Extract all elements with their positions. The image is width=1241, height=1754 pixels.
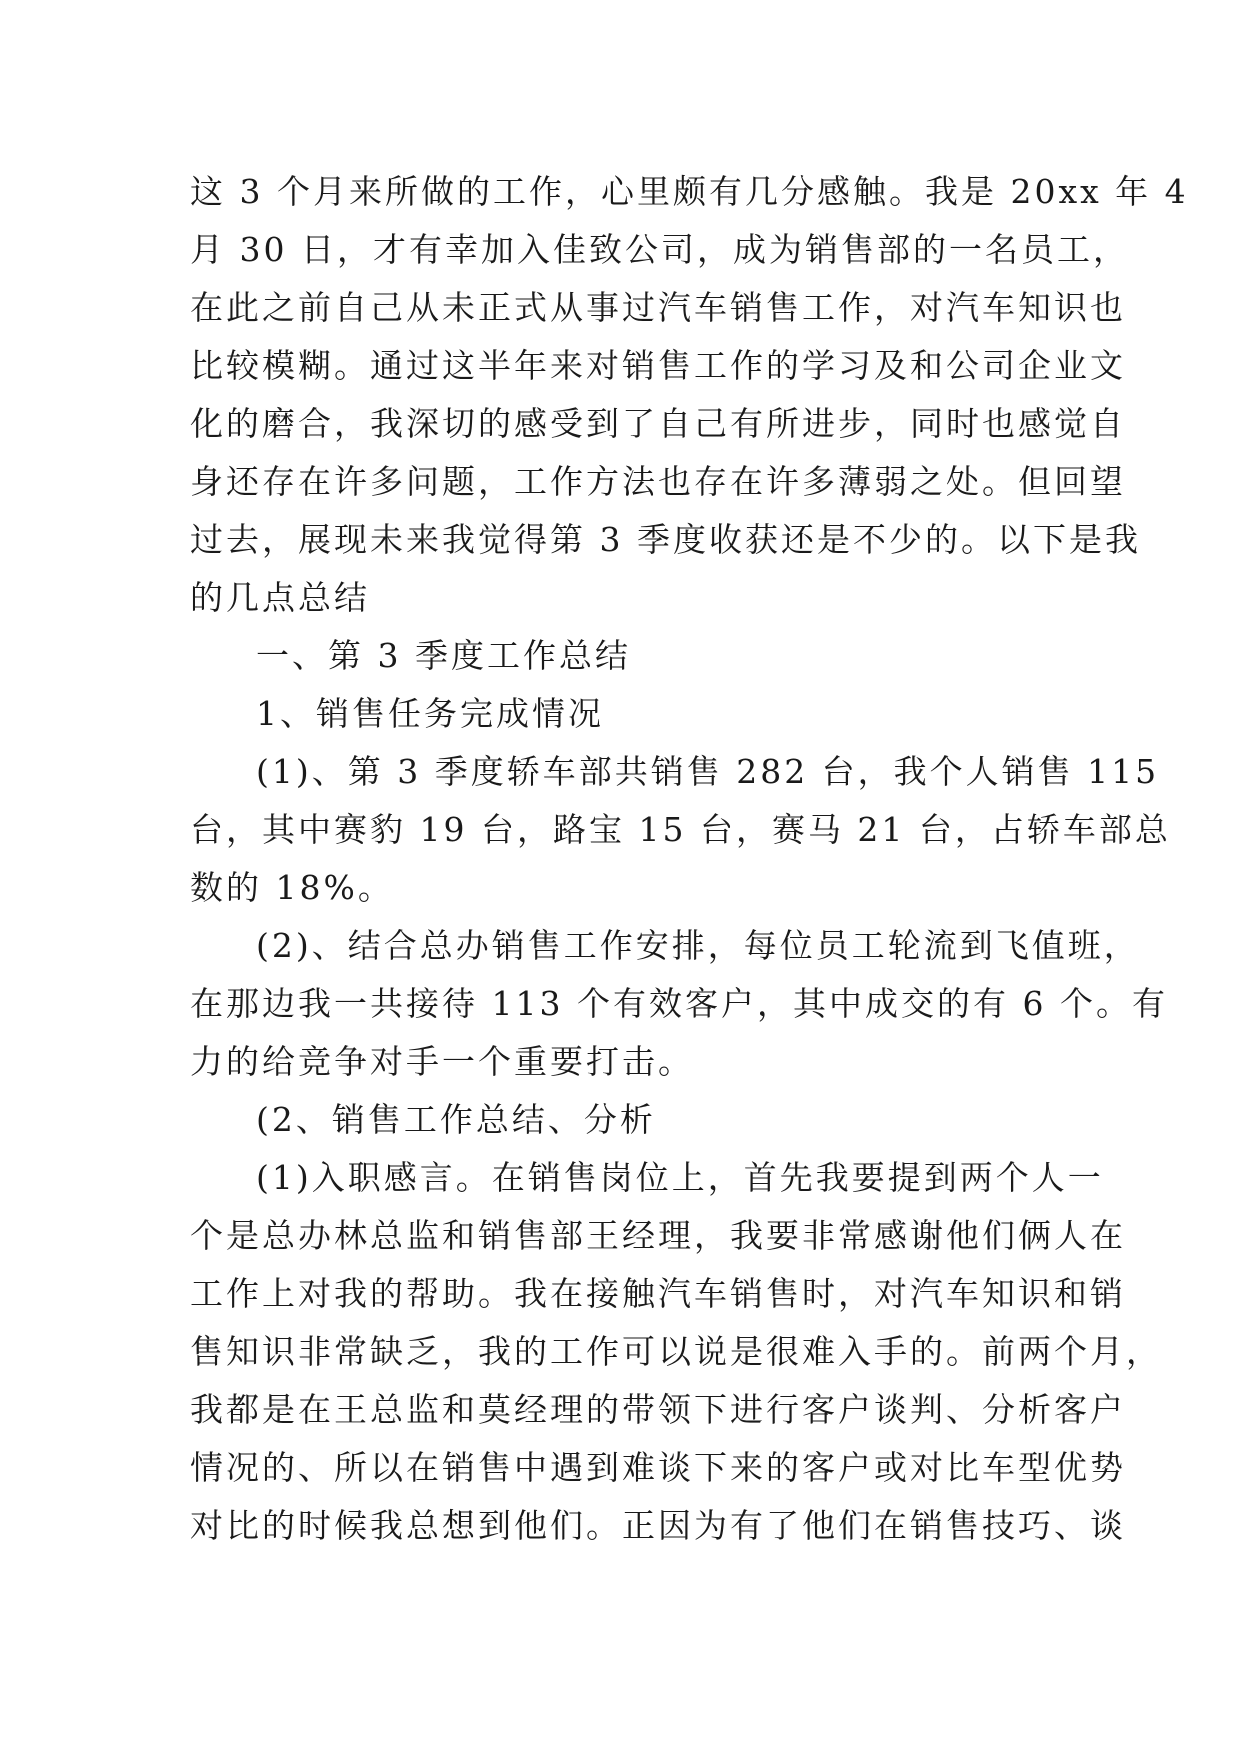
text-line: 一、第 3 季度工作总结 [256,636,631,675]
text-line: 比较模糊。通过这半年来对销售工作的学习及和公司企业文 [190,346,1126,385]
text-line: 情况的、所以在销售中遇到难谈下来的客户或对比车型优势 [190,1448,1126,1487]
text-line: 力的给竞争对手一个重要打击。 [190,1042,694,1081]
text-line: 我都是在王总监和莫经理的带领下进行客户谈判、分析客户 [190,1390,1126,1429]
text-line: 个是总办林总监和销售部王经理，我要非常感谢他们俩人在 [190,1216,1126,1255]
document-body [190,163,1189,1555]
text-line: (2)、结合总办销售工作安排，每位员工轮流到飞值班， [256,926,1140,965]
text-line: 售知识非常缺乏，我的工作可以说是很难入手的。前两个月， [190,1332,1162,1371]
text-line: 工作上对我的帮助。我在接触汽车销售时，对汽车知识和销 [190,1274,1126,1313]
text-line: 1、销售任务完成情况 [256,694,604,733]
text-line: 月 30 日，才有幸加入佳致公司，成为销售部的一名员工， [190,230,1129,269]
text-line: 台，其中赛豹 19 台，路宝 15 台，赛马 21 台，占轿车部总 [190,810,1171,849]
text-line: 这 3 个月来所做的工作，心里颇有几分感触。我是 20xx 年 4 [190,172,1189,211]
text-line: 数的 18%。 [190,868,394,907]
text-line: 过去，展现未来我觉得第 3 季度收获还是不少的。以下是我 [190,520,1141,559]
text-line: (1)入职感言。在销售岗位上，首先我要提到两个人一 [256,1158,1104,1197]
text-line: 化的磨合，我深切的感受到了自己有所进步，同时也感觉自 [190,404,1126,443]
text-line: (2、销售工作总结、分析 [256,1100,656,1139]
text-line: (1)、第 3 季度轿车部共销售 282 台，我个人销售 115 [256,752,1160,791]
text-line: 在那边我一共接待 113 个有效客户，其中成交的有 6 个。有 [190,984,1168,1023]
text-line: 身还存在许多问题，工作方法也存在许多薄弱之处。但回望 [190,462,1126,501]
text-line: 对比的时候我总想到他们。正因为有了他们在销售技巧、谈 [190,1506,1126,1545]
text-line: 在此之前自己从未正式从事过汽车销售工作，对汽车知识也 [190,288,1126,327]
text-line: 的几点总结 [190,578,370,617]
